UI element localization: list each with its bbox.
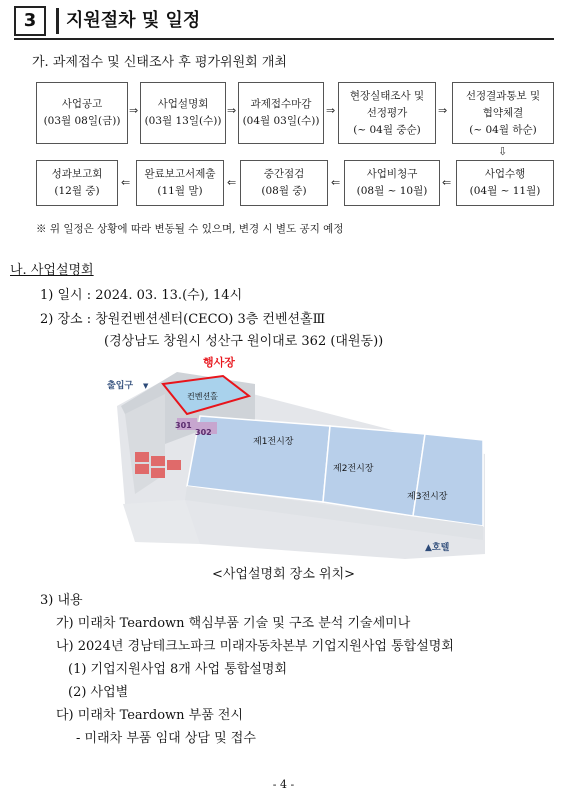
flow-box-project-execution xyxy=(456,160,554,206)
flow-box-date: (04월 03일(수)) xyxy=(242,115,320,127)
flow-box-title: 사업공고 xyxy=(61,98,103,110)
venue-floor-map xyxy=(105,354,485,564)
flow-box-date: (11월 말) xyxy=(157,185,203,197)
flow-box-submission-deadline xyxy=(238,82,324,144)
room-block xyxy=(151,468,165,478)
map-caption: <사업설명회 장소 위치> xyxy=(211,567,356,582)
arrow-left-icon: ⇐ xyxy=(442,176,452,189)
arrow-right-icon: ⇒ xyxy=(227,104,237,117)
arrow-right-icon: ⇒ xyxy=(129,104,139,117)
content-item-b1: (1) 기업지원사업 8개 사업 통합설명회 xyxy=(68,662,288,677)
flow-box-site-survey xyxy=(338,82,436,144)
content-heading: 3) 내용 xyxy=(40,593,83,608)
part-a-heading: 가. 과제접수 및 신태조사 후 평가위원회 개최 xyxy=(32,55,287,70)
flow-box-date: (03월 13일(수)) xyxy=(144,115,222,127)
flow-box-budget-claim xyxy=(344,160,440,206)
flow-box-title: 성과보고회 xyxy=(51,168,103,180)
room-block xyxy=(151,456,165,466)
flow-box-title: 선정결과통보 및 xyxy=(465,89,541,102)
exhibition-hall-3-label: 제3전시장 xyxy=(407,492,448,502)
flow-box-title: 사업비청구 xyxy=(366,168,418,180)
flow-box-briefing xyxy=(140,82,226,144)
flow-box-date: (08월 ~ 10월) xyxy=(356,185,428,197)
flow-box-title: 현장실태조사 및 xyxy=(349,89,425,102)
content-item-b: 나) 2024년 경남테크노파크 미래자동차본부 기업지원사업 통합설명회 xyxy=(56,639,454,654)
flow-box-date: (~ 04월 하순) xyxy=(469,123,537,136)
arrow-left-icon: ⇐ xyxy=(331,176,341,189)
room-block xyxy=(135,452,149,462)
flow-box-selection-notice xyxy=(452,82,554,144)
flow-box-midterm-check xyxy=(240,160,328,206)
section-title: 지원절차 및 일정 xyxy=(66,10,201,31)
flow-box-date: (~ 04월 중순) xyxy=(353,123,421,136)
venue-label: 행사장 xyxy=(203,356,235,369)
entrance-label: 출입구 xyxy=(107,381,134,391)
part-b-heading: 나. 사업설명회 xyxy=(10,263,94,278)
briefing-datetime: 1) 일시 : 2024. 03. 13.(수), 14시 xyxy=(40,288,243,303)
content-item-c1: - 미래차 부품 임대 상담 및 접수 xyxy=(76,731,256,746)
flow-box-date: (12월 중) xyxy=(54,185,100,197)
flow-box-title: 중간점검 xyxy=(263,168,305,180)
section-underline xyxy=(14,38,554,40)
flow-box-title: 완료보고서제출 xyxy=(144,168,216,180)
flow-box-date: (04월 ~ 11월) xyxy=(469,185,541,197)
flow-box-title: 사업수행 xyxy=(484,168,526,180)
flow-box-results-report xyxy=(36,160,118,206)
hotel-label: ▲호텔 xyxy=(425,543,450,553)
room-block xyxy=(167,460,181,470)
exhibition-hall-1-label: 제1전시장 xyxy=(253,437,294,447)
section-divider-bar xyxy=(56,8,59,34)
room-block xyxy=(135,464,149,474)
schedule-note: ※ 위 일정은 상황에 따라 변동될 수 있으며, 변경 시 별도 공지 예정 xyxy=(36,223,344,235)
content-item-a: 가) 미래차 Teardown 핵심부품 기술 및 구조 분석 기술세미나 xyxy=(56,616,411,631)
arrow-left-icon: ⇐ xyxy=(121,176,131,189)
entrance-arrow-icon: ▼ xyxy=(143,382,149,390)
room-302-label: 302 xyxy=(195,428,212,437)
exhibition-hall-3 xyxy=(413,434,483,526)
flow-box-subtitle: 협약체결 xyxy=(482,106,524,119)
flow-box-date: (08월 중) xyxy=(261,185,307,197)
flow-box-title: 과제접수마감 xyxy=(250,98,312,110)
briefing-address: (경상남도 창원시 성산구 원이대로 362 (대원동)) xyxy=(104,334,384,349)
content-item-b2: (2) 사업별 xyxy=(68,685,129,700)
flow-box-title: 사업설명회 xyxy=(157,98,209,110)
exhibition-hall-2-label: 제2전시장 xyxy=(333,464,374,474)
briefing-venue: 2) 장소 : 창원컨벤션센터(CECO) 3층 컨벤션홀Ⅲ xyxy=(40,312,326,327)
arrow-right-icon: ⇒ xyxy=(438,104,448,117)
flow-box-date: (03월 08일(금)) xyxy=(43,115,121,127)
content-item-c: 다) 미래차 Teardown 부품 전시 xyxy=(56,708,244,723)
arrow-right-icon: ⇒ xyxy=(326,104,336,117)
flow-box-subtitle: 선정평가 xyxy=(366,106,408,119)
convention-hall-label: 컨벤션홀 xyxy=(187,392,218,401)
flow-box-announcement xyxy=(36,82,128,144)
arrow-down-icon: ⇩ xyxy=(498,145,508,158)
flow-box-completion-report xyxy=(136,160,224,206)
room-301-label: 301 xyxy=(175,421,192,430)
arrow-left-icon: ⇐ xyxy=(227,176,237,189)
page-number: - 4 - xyxy=(272,778,295,791)
section-number-box: 3 xyxy=(14,6,46,36)
